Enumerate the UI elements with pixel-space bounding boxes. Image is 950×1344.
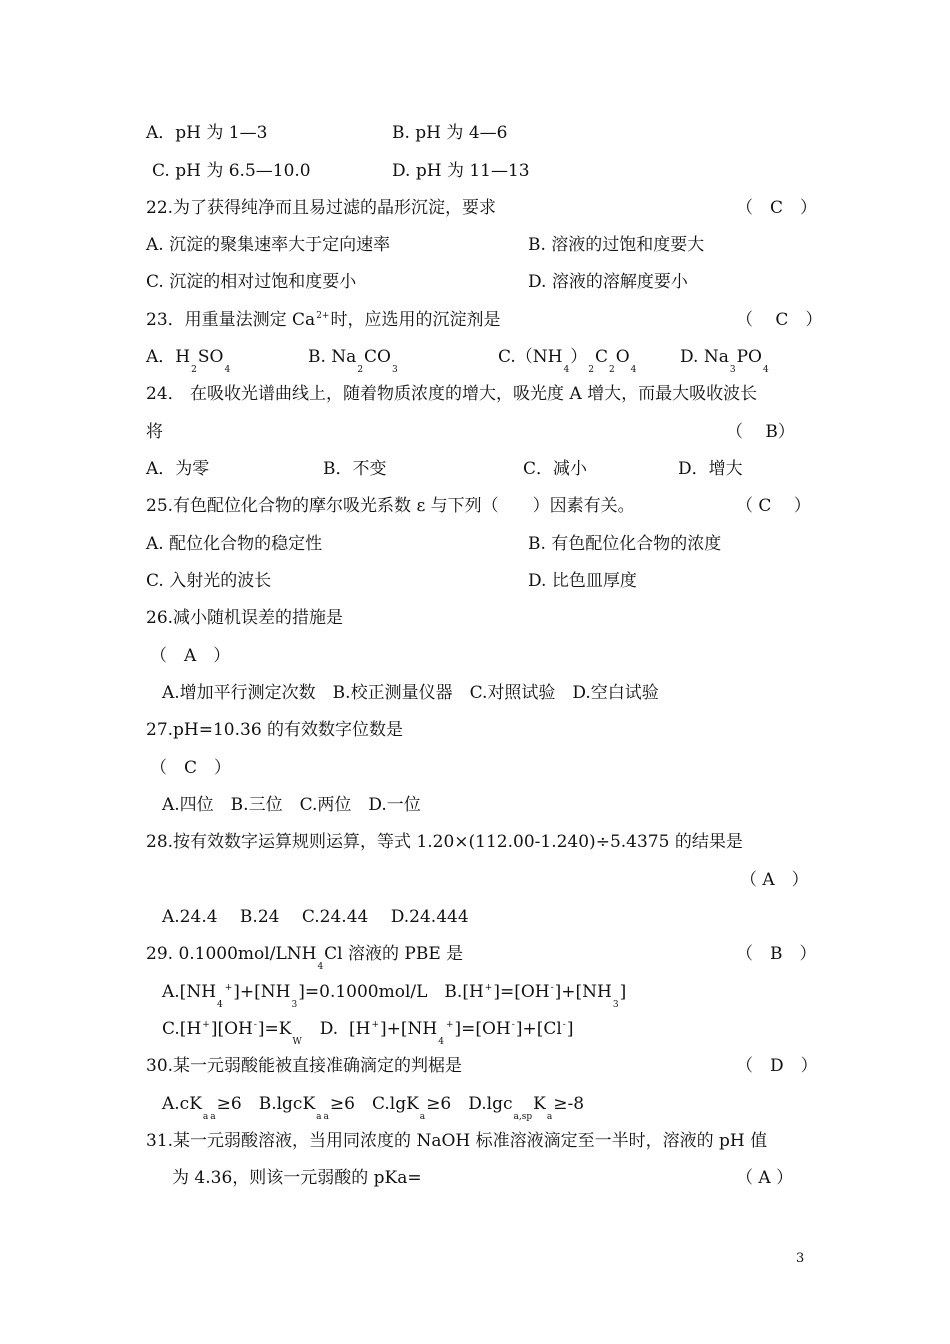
q31-stem-line2: 为 4.36，则该一元弱酸的 pKa= xyxy=(172,1168,422,1188)
q23-option-b: B. Na2CO3 xyxy=(308,347,398,375)
q26-answer: （ A ） xyxy=(150,646,231,666)
q23-answer: （ C ） xyxy=(736,310,823,330)
q24-answer: （ B） xyxy=(726,422,795,442)
q24-option-d: D．增大 xyxy=(678,459,743,479)
q23-option-c: C.（NH4）2C2O4 xyxy=(498,347,637,375)
q28-options: A.24.4 B.24 C.24.44 D.24.444 xyxy=(162,907,469,927)
q28-answer: （ A ） xyxy=(740,870,809,890)
q21-option-d: D. pH 为 11—13 xyxy=(392,161,530,181)
q24-option-b: B．不变 xyxy=(323,459,387,479)
q27-answer: （ C ） xyxy=(150,758,232,778)
q21-option-c: C. pH 为 6.5—10.0 xyxy=(152,161,311,181)
q25-option-a: A. 配位化合物的稳定性 xyxy=(146,534,323,554)
q29-stem: 29. 0.1000mol/LNH4Cl 溶液的 PBE 是 xyxy=(146,944,464,972)
q25-answer: （ C ） xyxy=(736,496,811,516)
q25-option-d: D. 比色皿厚度 xyxy=(528,571,637,591)
q21-option-b: B. pH 为 4—6 xyxy=(392,123,508,143)
q25-option-b: B. 有色配位化合物的浓度 xyxy=(528,534,722,554)
q30-answer: （ D ） xyxy=(736,1056,818,1076)
q31-answer: （ A ） xyxy=(736,1168,794,1188)
q25-option-c: C. 入射光的波长 xyxy=(146,571,272,591)
q22-option-c: C. 沉淀的相对过饱和度要小 xyxy=(146,272,357,292)
q27-stem: 27.pH=10.36 的有效数字位数是 xyxy=(146,720,404,740)
q24-option-c: C．减小 xyxy=(523,459,588,479)
q28-stem: 28.按有效数字运算规则运算，等式 1.20×(112.00-1.240)÷5.4375 的结果是 xyxy=(146,832,743,852)
q30-stem: 30.某一元弱酸能被直接准确滴定的判椐是 xyxy=(146,1056,463,1076)
q26-stem: 26.减小随机误差的措施是 xyxy=(146,608,344,628)
q27-options: A.四位 B.三位 C.两位 D.一位 xyxy=(162,795,421,815)
q25-stem: 25.有色配位化合物的摩尔吸光系数 ε 与下列（ ）因素有关。 xyxy=(146,496,635,516)
q22-answer: （ C ） xyxy=(736,198,818,218)
q31-stem: 31.某一元弱酸溶液，当用同浓度的 NaOH 标准溶液滴定至一半时，溶液的 pH 值 xyxy=(146,1131,768,1151)
q22-stem: 22.为了获得纯净而且易过滤的晶形沉淀，要求 xyxy=(146,198,497,218)
page-number: 3 xyxy=(796,1251,805,1266)
q29-answer: （ B ） xyxy=(736,944,817,964)
q21-option-a: A．pH 为 1—3 xyxy=(146,123,268,143)
q29-options-line1: A.[NH4+]+[NH3]=0.1000mol/L B.[H+]=[OH-]+[NH3] xyxy=(162,982,627,1010)
q23-option-d: D. Na3PO4 xyxy=(680,347,769,375)
q22-option-b: B. 溶液的过饱和度要大 xyxy=(528,235,705,255)
q29-options-line2: C.[H+][OH-]=KW D. [H+]+[NH4+]=[OH-]+[Cl-] xyxy=(162,1019,574,1047)
q24-option-a: A．为零 xyxy=(146,459,210,479)
q30-options: A.cKa a≥6 B.lgcKa a≥6 C.lgKa≥6 D.lgca,spKa≥-8 xyxy=(162,1094,585,1122)
q24-stem-line2: 将 xyxy=(146,422,163,442)
q24-stem: 24． 在吸收光谱曲线上，随着物质浓度的增大，吸光度 A 增大，而最大吸收波长 xyxy=(146,384,758,404)
q22-option-d: D. 溶液的溶解度要小 xyxy=(528,272,688,292)
q22-option-a: A. 沉淀的聚集速率大于定向速率 xyxy=(146,235,391,255)
q26-options: A.增加平行测定次数 B.校正测量仪器 C.对照试验 D.空白试验 xyxy=(162,683,659,703)
q23-stem: 23．用重量法测定 Ca2+时，应选用的沉淀剂是 xyxy=(146,310,501,330)
q23-option-a: A．H2SO4 xyxy=(146,347,231,375)
